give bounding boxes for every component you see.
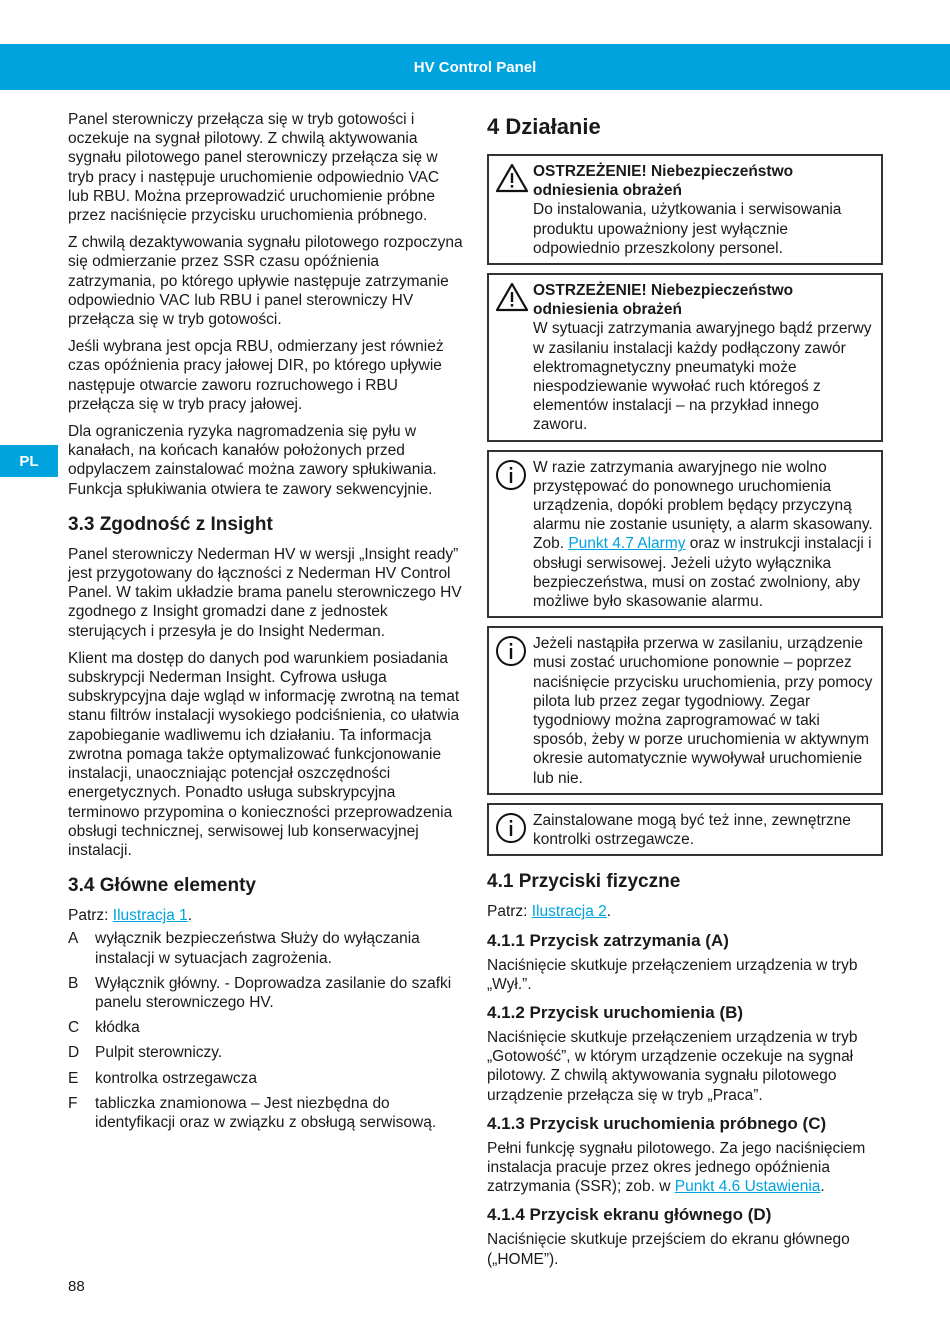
page-number: 88 [68,1278,85,1295]
left-column [68,110,464,1138]
info-text [533,458,873,612]
alarms-link[interactable]: Punkt 4.7 Alarmy [568,535,686,553]
warning-box [487,273,883,442]
section-heading-4-1-3: 4.1.3 Przycisk uruchomienia próbnego (C) [487,1113,827,1133]
info-text: Jeżeli nastąpiła przerwa w zasilaniu, urządzenie musi zostać uruchomione ponownie – poprzez naciśnięcie przycisku uruchomienia, przy pomocy pilota lub przez zegar tygodniowy. Zegar tygodniowy można zaprogramować w taki sposób, żeby w porze uruchomienia w aktywnym okresie automatycznie wywoływał uruchomienie lub nie. [533,635,873,787]
info-box [487,626,883,795]
paragraph: Z chwilą dezaktywowania sygnału pilotowego rozpoczyna się odmierzanie przez SSR czasu opóźnienia zatrzymania, po którego upływie następuje zatrzymanie odpowiednio VAC lub RBU i panel sterowniczy HV przełącza się w tryb gotowości. [68,234,463,329]
see-reference [487,902,883,921]
paragraph: Klient ma dostęp do danych pod warunkiem posiadania subskrypcji Nederman Insight. Cyfrowa usługa subskrypcyjna daje wgląd w informację zwrotną na temat stanu filtrów instalacji wysokiego podciśnienia, co ułatwia zapobieganie wadliwemu ich działaniu. Ta informacja zwrotna pomaga także optymalizować funkcjonowanie instalacji, unaoczniając potencjał oszczędności energetycznych. Ponadto usługa subskrypcyjna terminowo przypomina o konieczności przeprowadzenia obsługi technicznej, serwisowej lub konserwacyjnej instalacji. [68,649,460,859]
warning-triangle-icon [495,281,533,435]
component-list [68,929,464,1132]
paragraph: Naciśnięcie skutkuje przejściem do ekranu głównego („HOME”). [487,1231,850,1268]
info-circle-icon [495,458,533,612]
list-item [68,1094,464,1132]
right-column [487,110,883,1277]
list-item [68,1043,464,1062]
info-text-part: W razie zatrzymania awaryjnego nie wolno przystępować do ponownego uruchomienia urządzenia, dopóki problem będący przyczyną alarmu nie zostanie usunięty, a alarm skasowany. Zob. [533,458,873,553]
info-text-part: oraz w instrukcji instalacji i obsługi serwisowej. Jeżeli użyto wyłącznika bezpieczeństwa, musi on zostać zwolniony, aby możliwe było skasowanie alarmu. [533,535,872,611]
paragraph: Panel sterowniczy przełącza się w tryb gotowości i oczekuje na sygnał pilotowy. Z chwilą aktywowania sygnału pilotowego panel sterowniczy przełącza się w tryb pracy i następuje uruchomienie odpowiednio VAC lub RBU. Można przeprowadzić uruchomienie próbne przez naciśnięcie przycisku uruchomienia próbnego. [68,111,440,225]
item-text: kłódka [95,1019,140,1037]
see-prefix: Patrz: [487,903,532,921]
info-box [487,450,883,619]
see-reference [68,906,464,925]
item-letter: B [68,974,79,992]
list-item [68,1069,464,1088]
section-heading-4-1-2: 4.1.2 Przycisk uruchomienia (B) [487,1002,744,1022]
warning-triangle-icon [495,162,533,258]
item-letter: F [68,1094,78,1112]
info-circle-icon [495,811,533,849]
item-letter: D [68,1044,80,1062]
warning-text: Do instalowania, użytkowania i serwisowania produktu upoważniony jest wyłącznie odpowiednio przeszkolony personel. [533,201,842,257]
section-heading-4-1-1: 4.1.1 Przycisk zatrzymania (A) [487,930,729,950]
figure-link-1[interactable]: Ilustracja 1 [112,907,188,925]
item-letter: A [68,930,79,948]
section-heading-4-1: 4.1 Przyciski fizyczne [487,871,681,893]
list-item [68,929,464,967]
info-text: Zainstalowane mogą być też inne, zewnętrzne kontrolki ostrzegawcze. [533,811,851,849]
info-box [487,803,883,856]
language-tab: PL [0,445,58,477]
paragraph: Naciśnięcie skutkuje przełączeniem urządzenia w tryb „Gotowość”, w którym urządzenie oczekuje na sygnał pilotowy. Z chwilą aktywowania sygnału pilotowego urządzenie przełącza się w tryb „Praca”. [487,1028,858,1104]
header-title: HV Control Panel [413,58,537,76]
item-text: tabliczka znamionowa – Jest niezbędna do identyfikacji oraz w związku z obsługą serwisową. [95,1094,437,1131]
section-heading-3-3: 3.3 Zgodność z Insight [68,513,273,535]
warning-title: OSTRZEŻENIE! Niebezpieczeństwo odniesienia obrażeń [533,163,794,200]
header-bar [0,44,950,90]
item-letter: E [68,1069,79,1087]
paragraph: Dla ograniczenia ryzyka nagromadzenia się pyłu w kanałach, na końcach kanałów położonych przed odpylaczem zainstalować można zawory spłukiwania. Funkcja spłukiwania otwiera te zawory sekwencyjnie. [68,423,437,498]
section-heading-4-1-4: 4.1.4 Przycisk ekranu głównego (D) [487,1205,772,1225]
item-text: wyłącznik bezpieczeństwa Służy do wyłączania instalacji w sytuacjach zagrożenia. [95,930,420,967]
paragraph [487,1139,883,1197]
list-item [68,974,464,1012]
warning-title: OSTRZEŻENIE! Niebezpieczeństwo odniesienia obrażeń [533,282,794,319]
figure-link-2[interactable]: Ilustracja 2 [531,903,607,921]
item-text: kontrolka ostrzegawcza [95,1069,257,1087]
warning-text: W sytuacji zatrzymania awaryjnego bądź przerwy w zasilaniu instalacji każdy podłączony zawór elektromagnetyczny pneumatyki może niespodziewanie wywołać ruch któregoś z elementów instalacji – na przykład innego zaworu. [533,320,872,434]
warning-box [487,154,883,265]
list-item [68,1018,464,1037]
paragraph-part: . [820,1178,825,1196]
settings-link[interactable]: Punkt 4.6 Ustawienia [674,1178,821,1196]
info-circle-icon [495,634,533,788]
paragraph: Jeśli wybrana jest opcja RBU, odmierzany jest również czas opóźnienia pracy jałowej DIR, po którego upływie następuje otwarcie zaworu rozruchowego i RBU przełącza się w tryb pracy jałowej. [68,338,444,413]
paragraph-part: Pełni funkcję sygnału pilotowego. Za jego naciśnięciem instalacja pracuje przez okres jednego opóźnienia zatrzymania (SSR); zob. w [487,1139,866,1196]
see-suffix: . [187,907,193,925]
paragraph: Naciśnięcie skutkuje przełączeniem urządzenia w tryb „Wył.”. [487,956,858,993]
item-text: Pulpit sterowniczy. [95,1044,223,1062]
paragraph: Panel sterowniczy Nederman HV w wersji „Insight ready” jest przygotowany do łączności z Nederman HV Control Panel. W takim układzie brama panelu sterowniczego HV zgodnego z Insight gromadzi dane z jednostek sterujących i przesyła je do Insight Nederman. [68,545,462,640]
item-letter: C [68,1019,80,1037]
see-suffix: . [606,903,612,921]
item-text: Wyłącznik główny. - Doprowadza zasilanie do szafki panelu sterowniczego HV. [95,974,452,1011]
chapter-heading-4: 4 Działanie [487,114,601,139]
see-prefix: Patrz: [68,907,113,925]
section-heading-3-4: 3.4 Główne elementy [68,875,256,897]
